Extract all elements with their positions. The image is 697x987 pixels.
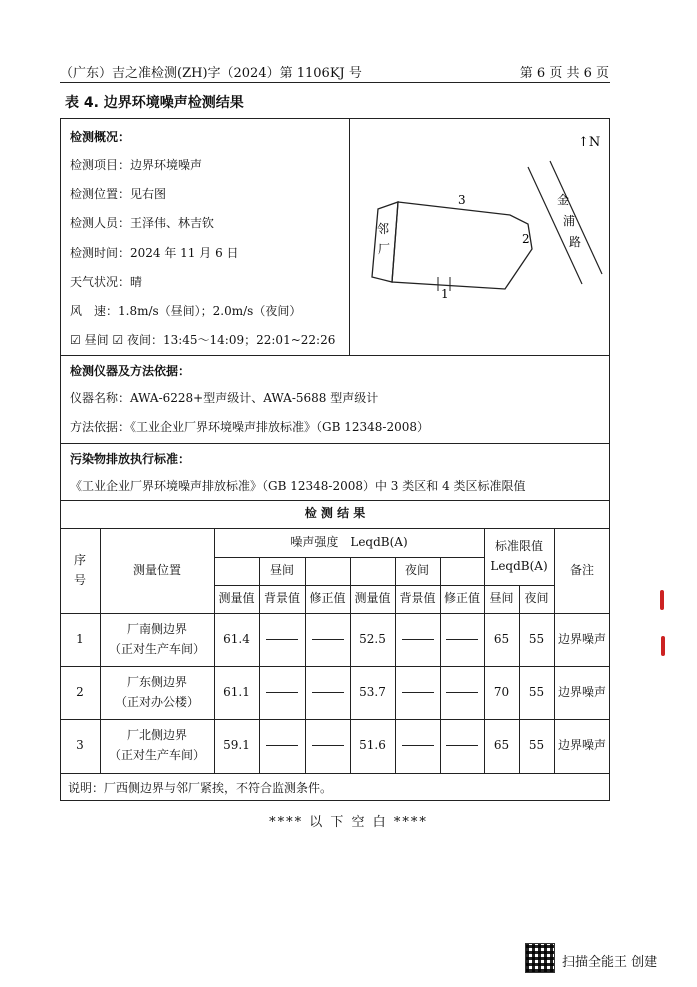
row-1-night: 52.5	[359, 631, 386, 646]
row-2-night: 53.7	[359, 684, 386, 699]
instrument-names: 仪器名称：AWA-6228+型声级计、AWA-5688 型声级计	[70, 391, 379, 405]
sub-day-measured: 测量值	[218, 591, 255, 606]
report-number: （广东）吉之准检测(ZH)字（2024）第 1106KJ 号	[60, 66, 362, 81]
point-2-label: 2	[522, 232, 530, 246]
empty-value-dash	[440, 719, 484, 772]
point-1-label: 1	[441, 287, 449, 301]
factory-outline	[392, 202, 532, 289]
qr-code-icon	[525, 943, 555, 973]
row-3-night: 51.6	[359, 737, 386, 752]
road-label-2: 浦	[563, 214, 576, 228]
col-position-header: 测量位置	[132, 562, 181, 577]
row-3-pos: 厂北侧边界 （正对生产车间）	[108, 728, 205, 762]
col-seq-header: 序 号	[73, 553, 86, 587]
empty-value-dash	[259, 719, 305, 772]
page-number: 第 6 页 共 6 页	[519, 66, 609, 81]
row-1-pos: 厂南侧边界 （正对生产车间）	[108, 622, 205, 656]
method-basis: 方法依据：《工业企业厂界环境噪声排放标准》（GB 12348-2008）	[70, 420, 429, 434]
divider-instruments	[60, 355, 610, 356]
empty-value-dash	[440, 666, 484, 719]
overview-heading: 检测概况：	[70, 130, 131, 144]
sub-night-background: 背景值	[399, 591, 436, 606]
row-1-note: 边界噪声	[557, 631, 606, 646]
empty-value-dash	[305, 613, 350, 666]
header-divider	[60, 82, 610, 83]
row-2-pos: 厂东侧边界 （正对办公楼）	[114, 675, 199, 709]
sub-day-corrected: 修正值	[309, 591, 346, 606]
road-edge-right	[550, 161, 602, 274]
col-note-header: 备注	[569, 562, 594, 577]
empty-value-dash	[259, 666, 305, 719]
col-night-header: 夜间	[404, 563, 429, 578]
end-marker: **** 以 下 空 白 ****	[269, 815, 428, 830]
overview-wind: 风 速：1.8m/s（昼间）；2.0m/s（夜间）	[70, 304, 302, 318]
sub-night-corrected: 修正值	[443, 591, 480, 606]
overview-time: 检测时间：2024 年 11 月 6 日	[70, 246, 239, 260]
row-1-day: 61.4	[223, 631, 250, 646]
sub-limit-day: 昼间	[489, 591, 514, 606]
site-map	[350, 119, 609, 354]
sub-night-measured: 测量值	[354, 591, 391, 606]
row-2-day: 61.1	[223, 684, 250, 699]
row-3-note: 边界噪声	[557, 737, 606, 752]
sub-limit-night: 夜间	[524, 591, 549, 606]
row-2-lim-night: 55	[528, 684, 545, 699]
row-1-seq: 1	[76, 631, 84, 646]
neighbor-label-2: 厂	[378, 242, 391, 256]
empty-value-dash	[395, 613, 440, 666]
point-3-label: 3	[458, 193, 466, 207]
instruments-heading: 检测仪器及方法依据：	[70, 364, 191, 378]
north-arrow: ↑N	[578, 135, 601, 150]
red-seal-mark	[660, 590, 664, 610]
row-3-lim-day: 65	[493, 737, 510, 752]
neighbor-label-1: 邻	[377, 222, 390, 236]
table-title: 表 4. 边界环境噪声检测结果	[65, 95, 244, 111]
sub-day-background: 背景值	[263, 591, 300, 606]
row-line-3	[60, 773, 610, 774]
standard-text: 《工业企业厂界环境噪声排放标准》（GB 12348-2008）中 3 类区和 4 类区标准限值	[70, 479, 526, 493]
row-2-note: 边界噪声	[557, 684, 606, 699]
remark: 说明：厂西侧边界与邻厂紧挨，不符合监测条件。	[68, 781, 333, 795]
col-limit-header: 标准限值 LeqdB(A)	[490, 539, 548, 573]
red-seal-mark-2	[661, 636, 665, 656]
empty-value-dash	[440, 613, 484, 666]
col-noise-header: 噪声强度 LeqdB(A)	[290, 534, 408, 549]
row-1-lim-night: 55	[528, 631, 545, 646]
overview-position: 检测位置：见右图	[70, 187, 167, 201]
row-3-seq: 3	[76, 737, 84, 752]
col-day-header: 昼间	[269, 563, 294, 578]
standard-heading: 污染物排放执行标准：	[70, 452, 191, 466]
road-label-1: 金	[557, 193, 570, 207]
overview-staff: 检测人员：王泽伟、林吉钦	[70, 216, 215, 230]
divider-standard	[60, 443, 610, 444]
overview-weather: 天气状况：晴	[70, 275, 143, 289]
empty-value-dash	[305, 666, 350, 719]
empty-value-dash	[259, 613, 305, 666]
overview-item: 检测项目：边界环境噪声	[70, 158, 203, 172]
road-label-3: 路	[569, 235, 582, 249]
results-title: 检 测 结 果	[304, 506, 366, 521]
scanner-watermark: 扫描全能王 创建	[562, 955, 658, 970]
row-2-lim-day: 70	[493, 684, 510, 699]
empty-value-dash	[395, 666, 440, 719]
row-2-seq: 2	[76, 684, 84, 699]
row-3-lim-night: 55	[528, 737, 545, 752]
empty-value-dash	[305, 719, 350, 772]
row-1-lim-day: 65	[493, 631, 510, 646]
overview-period: ☑ 昼间 ☑ 夜间：13:45～14:09；22:01~22:26	[70, 333, 336, 347]
row-3-day: 59.1	[223, 737, 250, 752]
empty-value-dash	[395, 719, 440, 772]
